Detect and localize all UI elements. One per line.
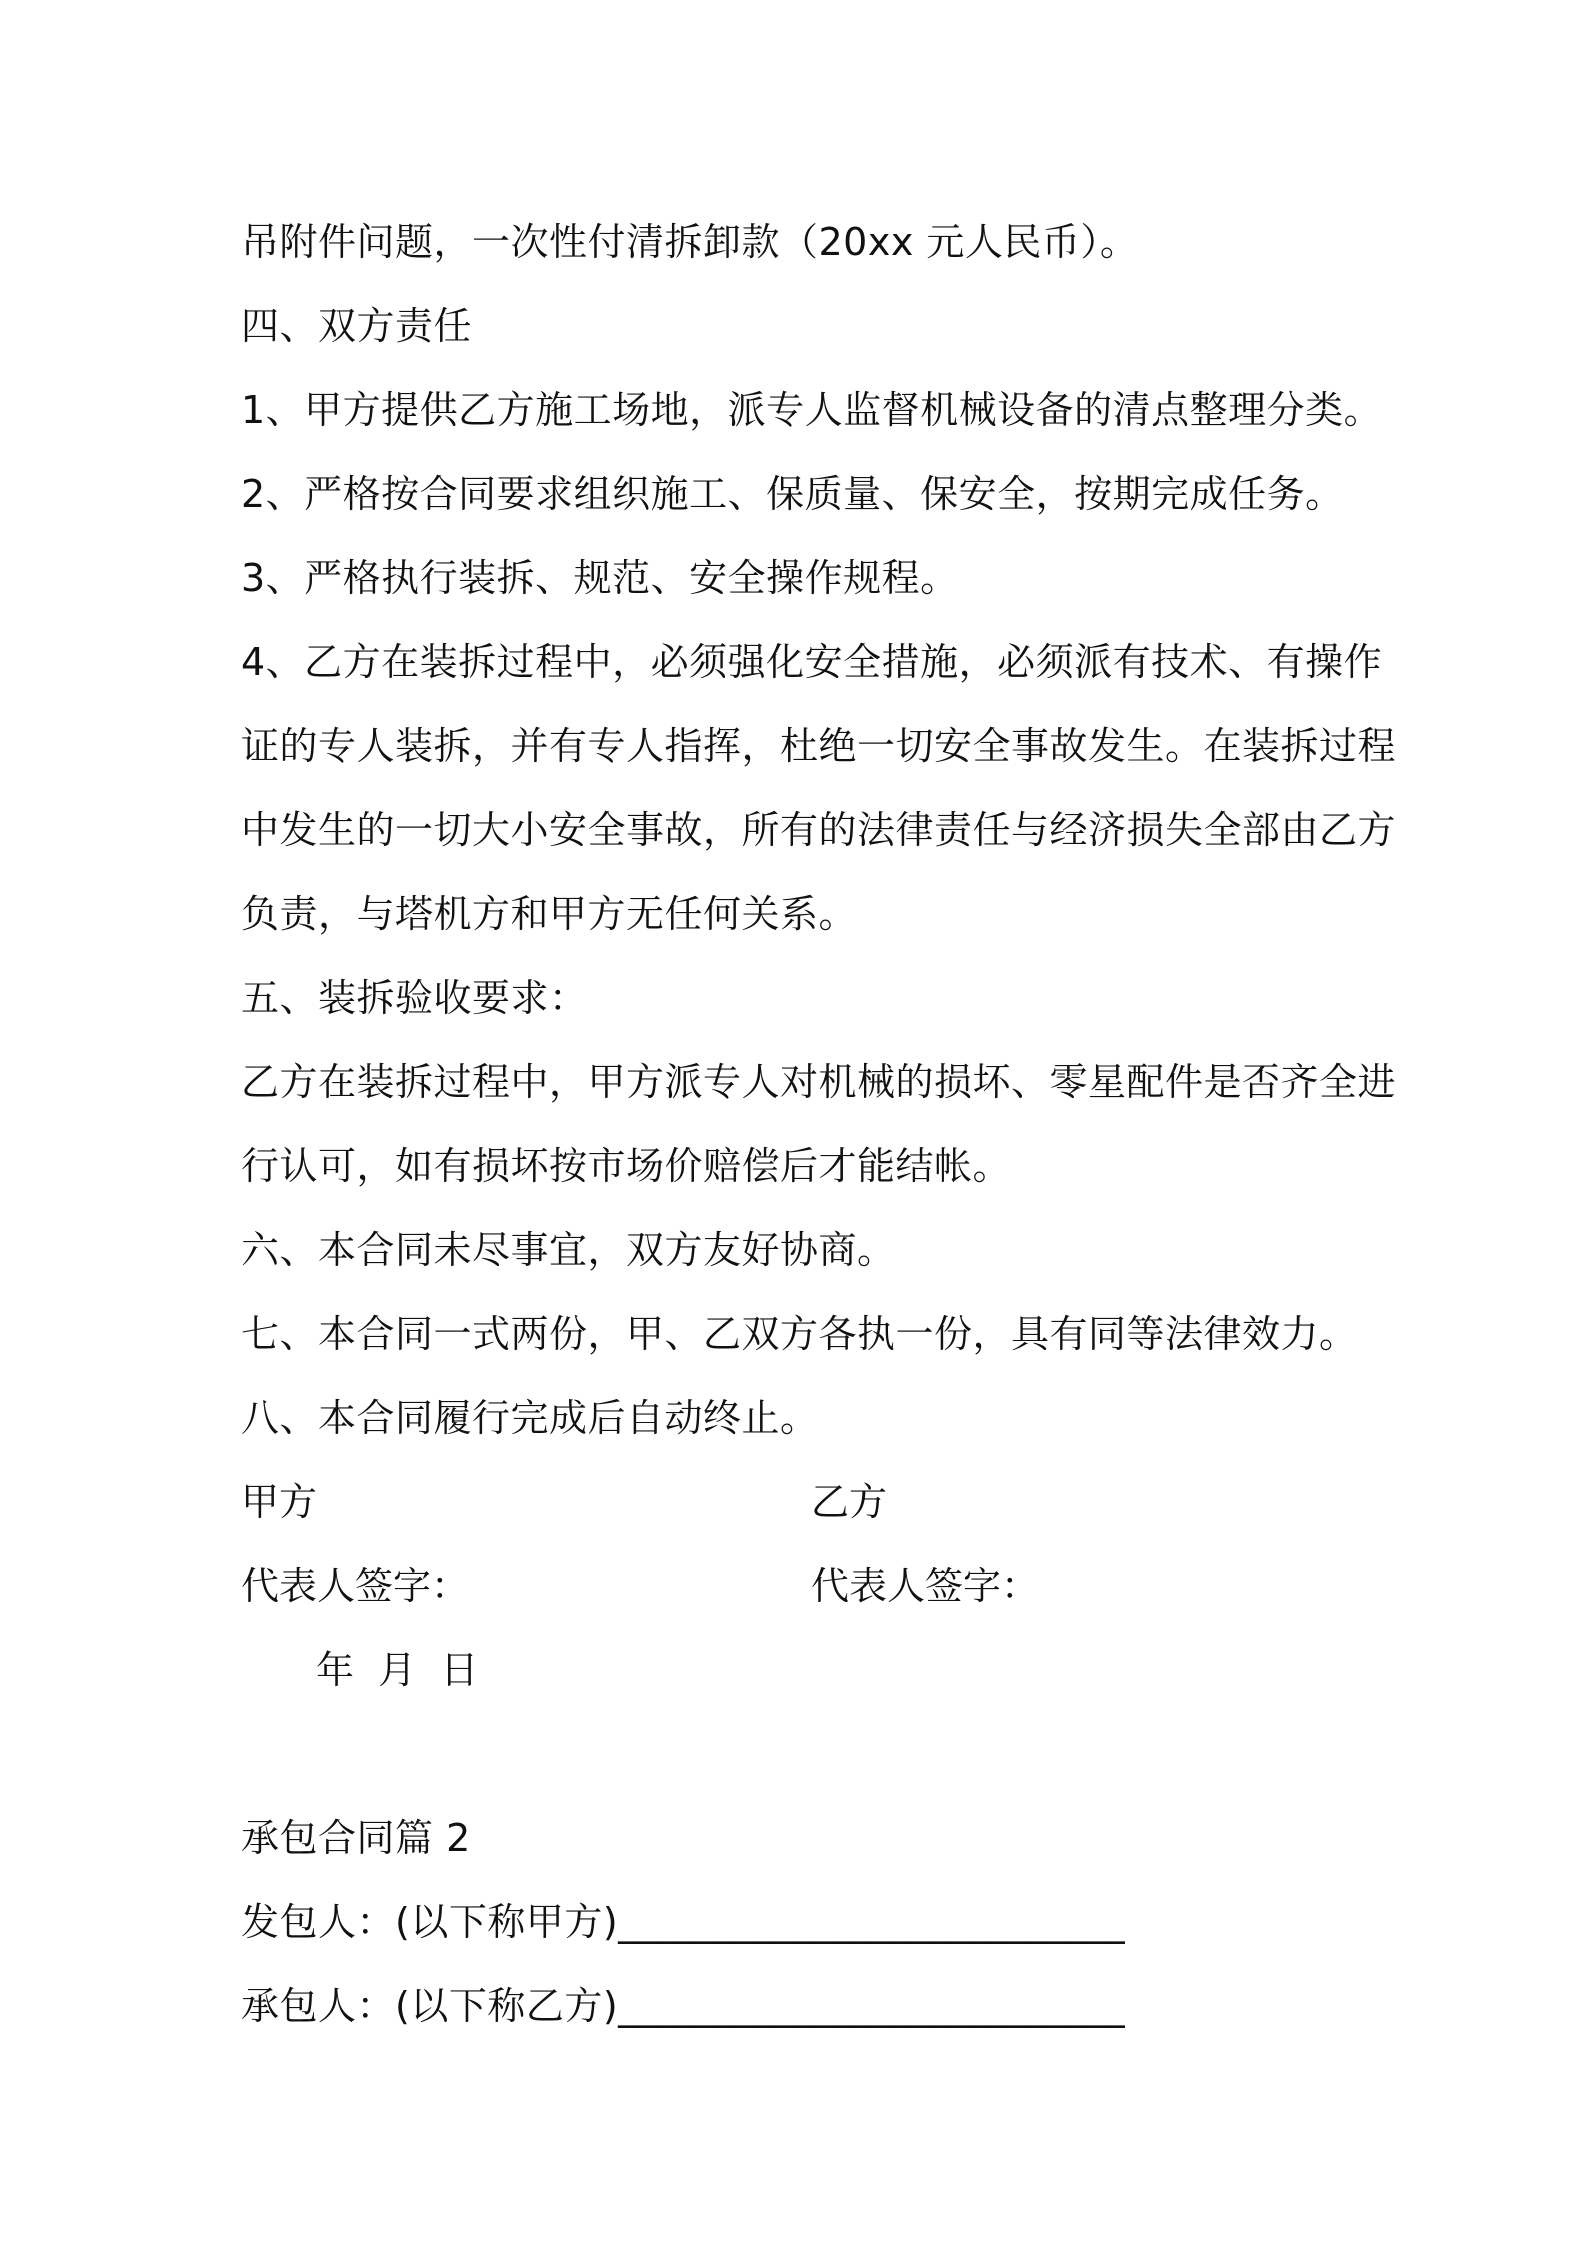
section-heading-acceptance: 五、装拆验收要求：	[241, 976, 588, 1020]
signature-representative-row	[241, 1544, 1361, 1628]
section2-title: 承包合同篇 2	[241, 1816, 471, 1860]
paragraph-line: 3、严格执行装拆、规范、安全操作规程。	[241, 556, 959, 600]
paragraph-line: 负责，与塔机方和甲方无任何关系。	[241, 892, 858, 936]
paragraph-line: 行认可，如有损坏按市场价赔偿后才能结帐。	[241, 1144, 1012, 1188]
paragraph-line: 中发生的一切大小安全事故，所有的法律责任与经济损失全部由乙方	[241, 808, 1397, 852]
paragraph-line: 2、严格按合同要求组织施工、保质量、保安全，按期完成任务。	[241, 472, 1344, 516]
paragraph-line: 证的专人装拆，并有专人指挥，杜绝一切安全事故发生。在装拆过程	[241, 724, 1397, 768]
contract-body	[241, 200, 1397, 2048]
party-a-label: 甲方	[241, 1480, 318, 1524]
paragraph-line: 吊附件问题，一次性付清拆卸款（20xx 元人民币）。	[241, 220, 1139, 264]
paragraph-line: 八、本合同履行完成后自动终止。	[241, 1396, 819, 1440]
paragraph-line: 1、甲方提供乙方施工场地，派专人监督机械设备的清点整理分类。	[241, 388, 1383, 432]
paragraph-line: 4、乙方在装拆过程中，必须强化安全措施，必须派有技术、有操作	[241, 640, 1383, 684]
section-heading-responsibilities: 四、双方责任	[241, 304, 473, 348]
signature-date: 年 月 日	[316, 1648, 479, 1692]
rep-a-signature-label: 代表人签字：	[241, 1564, 470, 1608]
paragraph-line: 乙方在装拆过程中，甲方派专人对机械的损坏、零星配件是否齐全进	[241, 1060, 1397, 1104]
section-spacer	[241, 1712, 1361, 1796]
paragraph-line: 六、本合同未尽事宜，双方友好协商。	[241, 1228, 896, 1272]
rep-b-signature-label: 代表人签字：	[811, 1564, 1040, 1608]
contractor-line: 承包人：(以下称乙方)__________________________	[241, 1984, 1126, 2028]
party-b-label: 乙方	[811, 1480, 888, 1524]
signature-party-row	[241, 1460, 1361, 1544]
employer-line: 发包人：(以下称甲方)__________________________	[241, 1900, 1126, 1944]
paragraph-line: 七、本合同一式两份，甲、乙双方各执一份，具有同等法律效力。	[241, 1312, 1358, 1356]
